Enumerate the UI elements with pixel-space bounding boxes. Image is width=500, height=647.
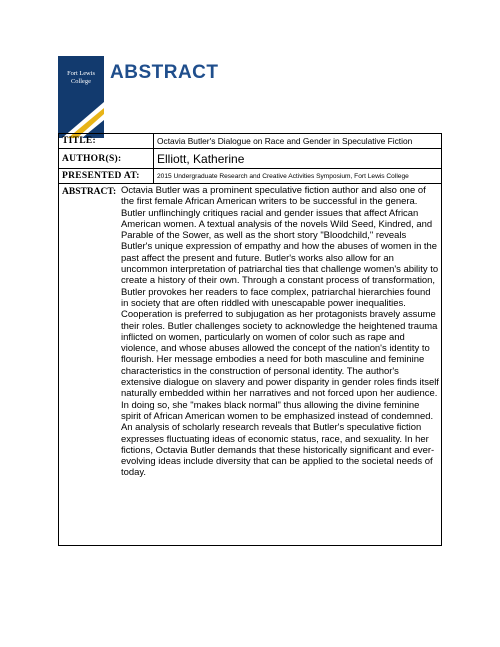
presented-row [59, 169, 442, 184]
author-value: Elliott, Katherine [154, 149, 442, 169]
presented-label: PRESENTED AT: [59, 169, 154, 184]
title-label: TITLE: [59, 134, 154, 149]
college-logo [58, 56, 104, 138]
logo-text-line2: College [71, 78, 91, 85]
page-heading: ABSTRACT [110, 62, 219, 83]
presented-value: 2015 Undergraduate Research and Creative Activities Symposium, Fort Lewis College [154, 169, 442, 184]
logo-text-line1: Fort Lewis [67, 70, 95, 77]
title-value: Octavia Butler's Dialogue on Race and Gender in Speculative Fiction [154, 134, 442, 149]
author-label: AUTHOR(S): [59, 149, 154, 169]
abstract-box [58, 184, 442, 546]
abstract-label: ABSTRACT: [62, 187, 117, 197]
metadata-table [58, 133, 442, 184]
author-row [59, 149, 442, 169]
abstract-text: Octavia Butler was a prominent speculative fiction author and also one of the first female African American writers to be successful in the genera. Butler unflinchingly critiques racial and gender issues that affect African American women. A textual analysis of the novels Wild Seed, Kindred, and Parable of the Sower, as well as the short story "Bloodchild," reveals Butler's unique expression of empathy and how the abuses of women in the past affect the present and future. Butler's works also allow for an uncommon interpretation of patriarchal ties that challenge women's ability to create a history of their own. Through a constant process of transformation, Butler provokes her readers to face complex, patriarchal hierarchies found in society that are often riddled with unescapable power inequalities. Cooperation is preferred to subjugation as her protagonists bravely assume their roles. Butler challenges society to acknowledge the heightened trauma inflicted on women, particularly on women of color such as rape and violence, and whose abuses allowed the concept of the nation's identity to flourish. Her message embodies a need for both masculine and feminine characteristics in the construction of personal identity. The author's extensive dialogue on slavery and power disparity in gender roles finds itself naturally embedded within her narratives and not forced upon her audience. In doing so, she "makes black normal" thus allowing the divine feminine spirit of African American women to be emphasized instead of condemned. An analysis of scholarly research reveals that Butler's speculative fiction expresses fluctuating ideas of economic status, race, and sexuality. In her fictions, Octavia Butler demands that these historically significant and ever-evolving ideas include diversity that can be applied to the societal needs of today. [121, 185, 439, 479]
title-row [59, 134, 442, 149]
